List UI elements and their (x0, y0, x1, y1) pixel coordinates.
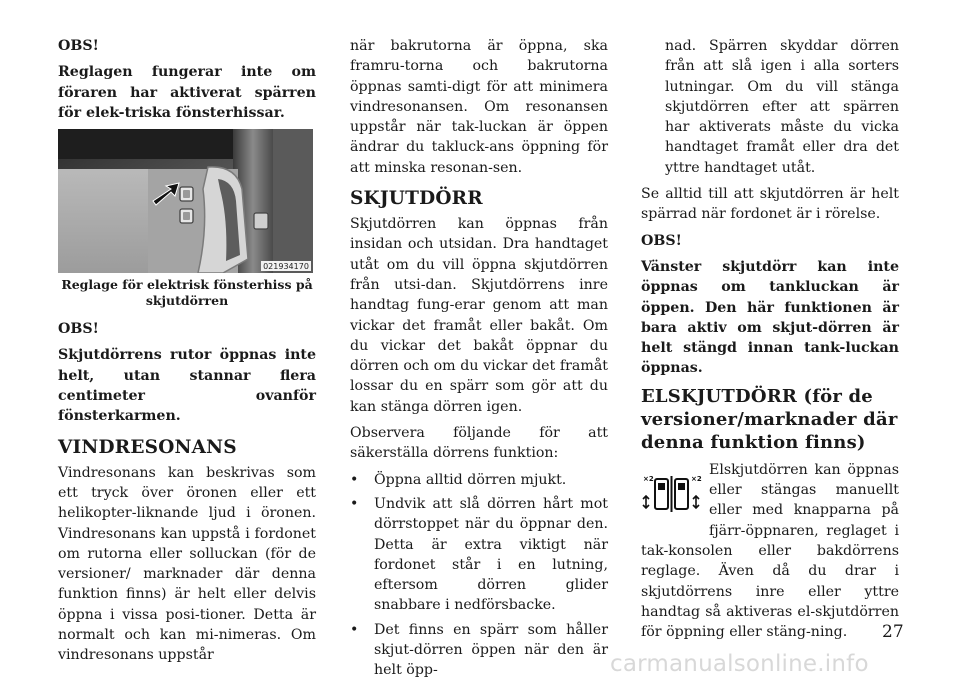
watermark-footer: carmanualsonline.info (610, 651, 869, 677)
note-text: Vänster skjutdörr kan inte öppnas om tankluckan är öppen. Den här funktionen är bara aktiv om skjut-dörren är helt stängd innan tank-luckan öppnas. (641, 258, 899, 377)
door-panel-illustration (58, 129, 313, 273)
column-right (641, 36, 899, 648)
section-heading: SKJUTDÖRR (350, 188, 483, 210)
section-heading: ELSKJUTDÖRR (för de versioner/marknader där denna funktion finns) (641, 385, 898, 453)
body-text: Se alltid till att skjutdörren är helt spärrad när fordonet är i rörelse. (641, 186, 899, 223)
note-label: OBS! (58, 38, 99, 54)
body-text: när bakrutorna är öppna, ska framru-torna och bakrutorna öppnas samti-digt för att minimera vindresonansen. Om resonansen uppstår när tak-luckan är öppen ändrar du takluck-ans öppning för att minska resonan-sen. (350, 38, 608, 176)
list-item-continuation: nad. Spärren skyddar dörren från att slå igen i alla sorters lutningar. Om du vill stänga skjutdörren efter att spärren har aktiverats måste du vicka handtaget framåt eller dra det yttre handtaget utåt. (665, 38, 899, 176)
bullet-list (350, 470, 608, 681)
body-text: Observera följande för att säkerställa dörrens funktion: (350, 425, 608, 462)
column-left (58, 36, 316, 672)
power-sliding-door-icon (641, 466, 703, 526)
svg-text:×2: ×2 (643, 474, 654, 483)
list-item: • Undvik att slå dörren hårt mot dörrstoppet när du öppnar den. Detta är extra viktigt när fordonet står i en lutning, eftersom dörren glider snabbare i nedförsbacke. (350, 495, 608, 614)
figure-code: 021934170 (263, 262, 309, 272)
body-text: Vindresonans kan beskrivas som ett tryck över öronen eller ett helikopter-liknande ljud i öronen. Vindresonans kan uppstå i fordonet om rutorna eller solluckan (för de versioner/ marknader där denna funktion finns) är helt eller delvis öppna i vissa posi-tioner. Detta är normalt och kan mi-nimeras. Om vindresonans uppstår (58, 464, 316, 664)
note-label: OBS! (58, 321, 99, 338)
svg-text:×2: ×2 (691, 474, 702, 483)
list-item: • Öppna alltid dörren mjukt. (350, 470, 608, 490)
note-text: Skjutdörrens rutor öppnas inte helt, utan stannar flera centimeter ovanför fönsterkarmen. (58, 347, 316, 425)
bullet-icon: • (350, 471, 359, 488)
page-number: 27 (882, 622, 904, 642)
bullet-icon: • (350, 621, 359, 638)
body-text: Elskjutdörren kan öppnas eller stängas manuellt eller med knapparna på fjärr-öppnaren, reglaget i tak-konsolen eller bakdörrens reglage. Även då du drar i skjutdörrens inre eller yttre handtag så aktiveras el-skjutdörren för öppning eller stäng-ning. (641, 461, 899, 641)
section-heading: VINDRESONANS (58, 436, 237, 458)
figure-caption: Reglage för elektrisk fönsterhiss på skjutdörren (61, 277, 313, 309)
column-middle (350, 36, 608, 685)
note-label: OBS! (641, 232, 682, 249)
window-switch-figure (58, 129, 313, 273)
note-text: Reglagen fungerar inte om föraren har aktiverat spärren för elek-triska fönsterhissar. (58, 64, 316, 121)
bullet-icon: • (350, 495, 359, 512)
body-text: Skjutdörren kan öppnas från insidan och utsidan. Dra handtaget utåt om du vill öppna skjutdörren från utsi-dan. Skjutdörrens inre handtag fung-erar genom att man vickar det framåt eller bakåt. Om du vickar det bakåt öppnar du dörren och om du vickar det framåt lossar du en spärr som gör att du kan stänga dörren igen. (350, 216, 608, 415)
list-item: • Det finns en spärr som håller skjut-dörren öppen när den är helt öpp- (350, 621, 608, 679)
